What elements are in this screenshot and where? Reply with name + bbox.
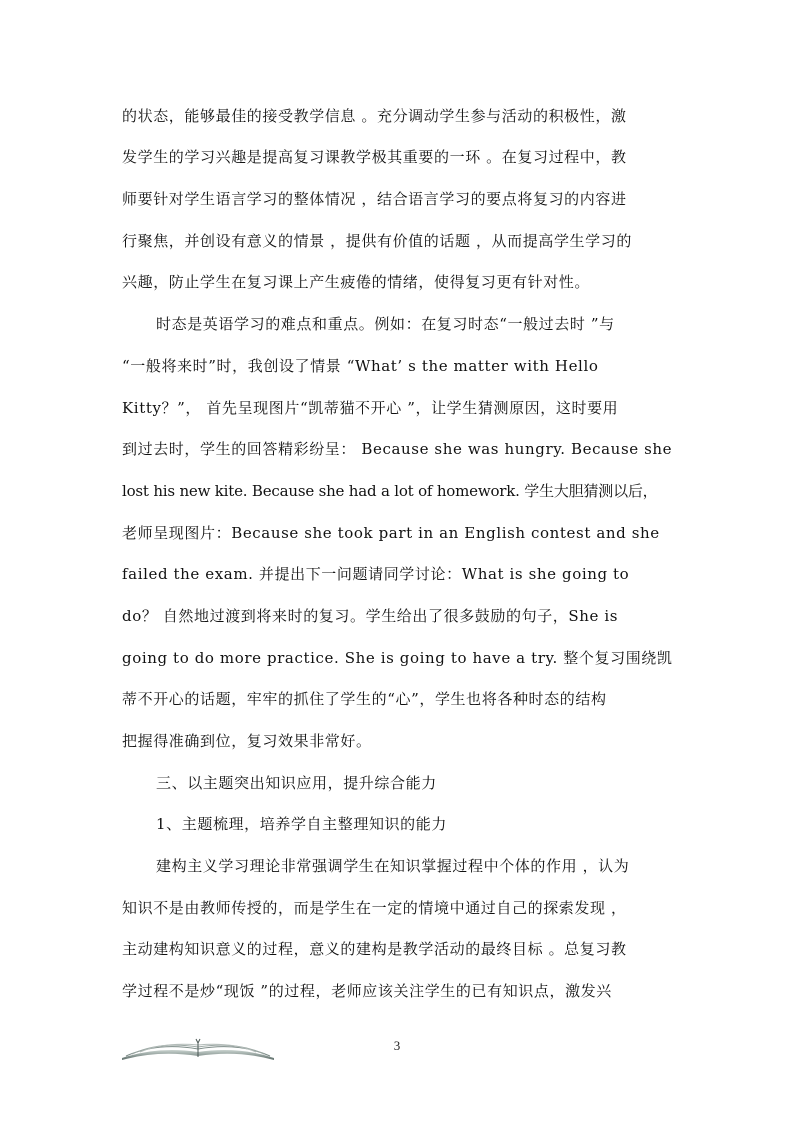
text-line: Kitty？”， 首先呈现图片“凯蒂猫不开心 ”，让学生猜测原因，这时要用: [122, 399, 619, 417]
text-line: 行聚焦，并创设有意义的情景 ，提供有价值的话题 ，从而提高学生学习的: [122, 232, 632, 250]
text-line: 主动建构知识意义的过程，意义的建构是教学活动的最终目标 。总复习教: [122, 940, 627, 958]
text-line: 建构主义学习理论非常强调学生在知识掌握过程中个体的作用 ，认为: [156, 857, 630, 875]
text-line: do？ 自然地过渡到将来时的复习。学生给出了很多鼓励的句子，She is: [122, 607, 619, 625]
page-number: 3: [393, 1038, 401, 1053]
text-line: 老师呈现图片：Because she took part in an English contest and she: [122, 524, 660, 542]
text-line: 师要针对学生语言学习的整体情况 ，结合语言学习的要点将复习的内容进: [122, 190, 627, 208]
text-line: going to do more practice. She is going to have a try. 整个复习围绕凯: [122, 649, 673, 667]
text-line: 发学生的学习兴趣是提高复习课教学极其重要的一环 。在复习过程中，教: [122, 148, 627, 166]
text-line: 学过程不是炒“现饭 ”的过程，老师应该关注学生的已有知识点，激发兴: [122, 982, 612, 1000]
text-line: “一般将来时”时，我创设了情景 “What’ s the matter with Hello: [122, 357, 599, 375]
text-line: 蒂不开心的话题，牢牢的抓住了学生的“心”，学生也将各种时态的结构: [122, 690, 607, 708]
section-heading: 三、以主题突出知识应用，提升综合能力: [156, 774, 437, 792]
text-line: 到过去时，学生的回答精彩纷呈： Because she was hungry. Because she: [122, 440, 673, 458]
subsection-heading: 1、主题梳理，培养学自主整理知识的能力: [156, 815, 447, 833]
text-line: 时态是英语学习的难点和重点。例如：在复习时态“一般过去时 ”与: [156, 315, 615, 333]
text-line: 的状态，能够最佳的接受教学信息 。充分调动学生参与活动的积极性，激: [122, 107, 627, 125]
text-line: 知识不是由教师传授的，而是学生在一定的情境中通过自己的探索发现 ，: [122, 899, 627, 917]
text-line: lost his new kite. Because she had a lot of homework. 学生大胆猜测以后，: [122, 482, 658, 500]
open-book-icon: [118, 1036, 278, 1062]
text-line: 把握得准确到位，复习效果非常好。: [122, 732, 372, 750]
text-line: failed the exam. 并提出下一问题请同学讨论：What is she going to: [122, 565, 630, 583]
text-line: 兴趣，防止学生在复习课上产生疲倦的情绪，使得复习更有针对性。: [122, 273, 591, 291]
